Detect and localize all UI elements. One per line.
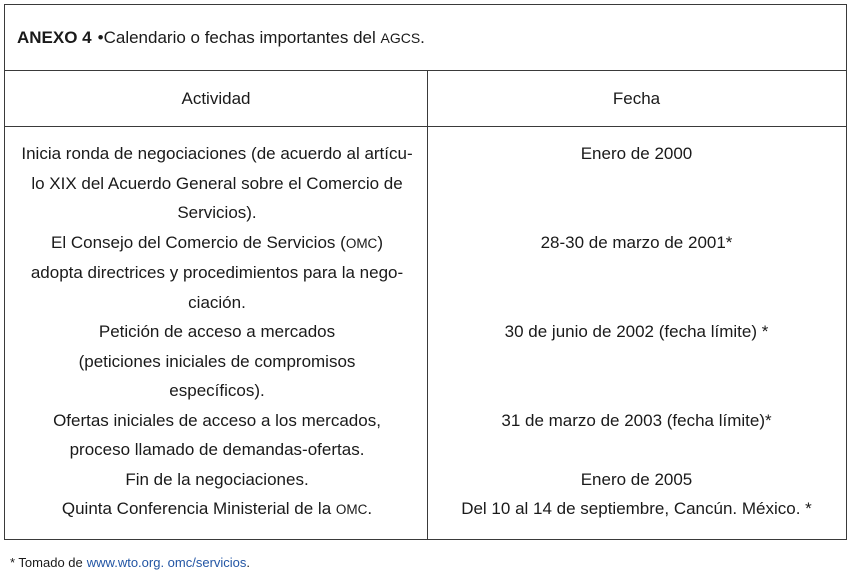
- date-cell: Enero de 2005: [580, 469, 693, 489]
- footnote-text: * Tomado de: [10, 555, 83, 570]
- table-row: [5, 228, 846, 318]
- date-cell: 31 de marzo de 2003 (fecha límite)*: [501, 410, 772, 430]
- table-row: [5, 406, 846, 465]
- column-header-actividad: Actividad: [181, 88, 251, 108]
- title-text: •Calendario o fechas importantes del AGCS.: [97, 27, 425, 47]
- table-row: [5, 139, 846, 228]
- column-header-fecha: Fecha: [612, 88, 661, 108]
- activity-cell: Inicia ronda de negociaciones (de acuerdo al artícu- lo XIX del Acuerdo General sobre el Comercio de Servicios).: [21, 144, 413, 222]
- date-cell: 28-30 de marzo de 2001*: [540, 232, 733, 252]
- activity-cell: Fin de la negociaciones.: [125, 469, 309, 489]
- footnote: * Tomado de www.wto.org. omc/servicios.: [10, 555, 251, 570]
- activity-cell: Ofertas iniciales de acceso a los mercados, proceso llamado de demandas-ofertas.: [53, 410, 381, 459]
- date-cell: Del 10 al 14 de septiembre, Cancún. México. *: [461, 499, 812, 518]
- annex-table: [4, 4, 847, 540]
- table-row: [5, 465, 846, 495]
- activity-cell: Quinta Conferencia Ministerial de la OMC.: [61, 499, 373, 518]
- table-row: [5, 317, 846, 406]
- footnote-link[interactable]: www.wto.org. omc/servicios: [86, 555, 247, 570]
- date-cell: Enero de 2000: [580, 144, 693, 163]
- date-cell: 30 de junio de 2002 (fecha límite) *: [504, 322, 769, 341]
- table-title: [5, 5, 846, 71]
- table-body: [5, 127, 846, 525]
- annex-label: ANEXO 4: [17, 27, 92, 47]
- activity-cell: Petición de acceso a mercados (peticiones iniciales de compromisos específicos).: [78, 322, 356, 400]
- activity-cell: El Consejo del Comercio de Servicios (OMC) adopta directrices y procedimientos para la nego- ciación.: [30, 232, 404, 312]
- table-header: [5, 71, 846, 127]
- table-row: [5, 494, 846, 525]
